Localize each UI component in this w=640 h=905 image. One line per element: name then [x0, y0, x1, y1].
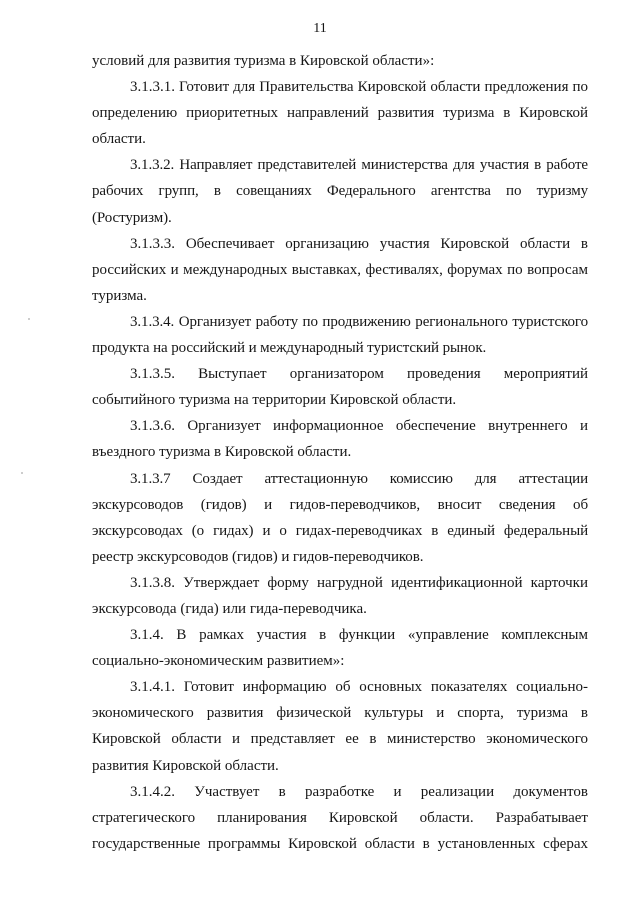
paragraph-3-1-4-2: 3.1.4.2. Участвует в разработке и реализации документов стратегического планирования Кировской области. Разрабатывает государственные программы Кировской области в установленных сферах [92, 783, 588, 852]
paragraph-3-1-3-4: 3.1.3.4. Организует работу по продвижению регионального туристского продукта на российский и международный туристский рынок. [92, 313, 588, 357]
paragraph-3-1-4-1: 3.1.4.1. Готовит информацию об основных показателях социально-экономического развития физической культуры и спорта, туризма в Кировской области и представляет ее в министерство экономического развития Кировской области. [92, 679, 588, 774]
scan-speck [28, 318, 30, 320]
paragraph-3-1-3-6: 3.1.3.6. Организует информационное обеспечение внутреннего и въездного туризма в Кировской области. [92, 418, 588, 461]
paragraph-continuation: условий для развития туризма в Кировской области»: [92, 53, 435, 69]
paragraph-3-1-3-2: 3.1.3.2. Направляет представителей министерства для участия в работе рабочих групп, в совещаниях Федерального агентства по туризму (Ростуризм). [92, 157, 588, 226]
page-number: 11 [313, 21, 327, 36]
paragraph-3-1-3-8: 3.1.3.8. Утверждает форму нагрудной идентификационной карточки экскурсовода (гида) или гида-переводчика. [92, 574, 588, 617]
paragraph-3-1-3-7: 3.1.3.7 Создает аттестационную комиссию для аттестации экскурсоводов (гидов) и гидов-переводчиков, вносит сведения об экскурсоводах (о гидах) и о гидах-переводчиках в единый федеральный реестр экскурсоводов (гидов) и гидов-переводчиков. [92, 470, 588, 565]
paragraph-3-1-3-3: 3.1.3.3. Обеспечивает организацию участия Кировской области в российских и международных выставках, фестивалях, форумах по вопросам туризма. [92, 235, 588, 304]
scan-speck [21, 472, 23, 474]
paragraph-3-1-4: 3.1.4. В рамках участия в функции «управление комплексным социально-экономическим развитием»: [92, 627, 588, 670]
paragraph-3-1-3-1: 3.1.3.1. Готовит для Правительства Кировской области предложения по определению приоритетных направлений развития туризма в Кировской области. [92, 79, 588, 148]
document-body [92, 48, 588, 857]
paragraph-3-1-3-5: 3.1.3.5. Выступает организатором проведения мероприятий событийного туризма на территории Кировской области. [92, 366, 588, 409]
